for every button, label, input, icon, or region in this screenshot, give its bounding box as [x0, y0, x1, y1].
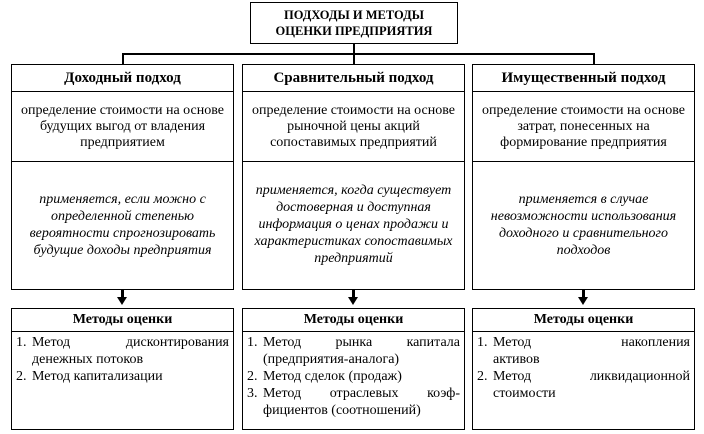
approach-usage: применяется в случае невозможности использования доходного и сравнительного подходов: [490, 191, 677, 258]
method-item: [247, 334, 460, 351]
root-title-line1: ПОДХОДЫ И МЕТОДЫ: [283, 8, 425, 22]
methods-title: Методы оценки: [473, 309, 694, 332]
approach-comparative: [242, 64, 465, 290]
method-item-cont: [247, 351, 460, 368]
method-number: 2.: [247, 369, 258, 384]
method-text: Метод отраслевых коэф-: [263, 386, 460, 401]
approach-definition: определение стоимости на основе рыночной цены акций сопоставимых предприятий: [243, 92, 464, 162]
method-number: 1.: [16, 335, 27, 350]
method-item-cont: [477, 351, 690, 368]
method-text: фициентов (соотношений): [263, 403, 421, 418]
methods-title: Методы оценки: [243, 309, 464, 332]
down-arrow-icon: [348, 297, 358, 305]
approach-asset: [472, 64, 695, 290]
root-title-line2: ОЦЕНКИ ПРЕДПРИЯТИЯ: [275, 24, 433, 38]
method-item: [247, 368, 460, 385]
method-item: [477, 334, 690, 351]
approach-title: Доходный подход: [12, 65, 233, 92]
branch-connector-comparative: [353, 53, 355, 64]
method-item: [247, 385, 460, 402]
methods-comparative: [242, 308, 465, 430]
method-text: стоимости: [493, 386, 556, 401]
method-text: Метод сделок (продаж): [263, 369, 402, 384]
method-item-cont: [247, 402, 460, 419]
method-item: [477, 368, 690, 385]
method-text: Метод ликвидационной: [493, 369, 690, 384]
methods-income: [11, 308, 234, 430]
approach-title: Имущественный подход: [473, 65, 694, 92]
method-number: 1.: [247, 335, 258, 350]
approach-definition: определение стоимости на основе затрат, понесенных на формирование предприятия: [473, 92, 694, 162]
method-text: (предприятия-аналога): [263, 352, 400, 367]
root-node: [250, 2, 458, 44]
method-text: активов: [493, 352, 540, 367]
method-text: денежных потоков: [32, 352, 144, 367]
approach-income: [11, 64, 234, 290]
approach-usage: применяется, когда существует достоверная и доступная информация о ценах продажи и характеристиках сопоставимых предприятий: [254, 183, 453, 266]
method-text: Метод капитализации: [32, 369, 163, 384]
horizontal-connector: [122, 53, 594, 55]
method-number: 1.: [477, 335, 488, 350]
method-number: 2.: [16, 369, 27, 384]
approach-definition: определение стоимости на основе будущих выгод от владения предприятием: [12, 92, 233, 162]
down-arrow-icon: [578, 297, 588, 305]
branch-connector-income: [122, 53, 124, 64]
methods-title: Методы оценки: [12, 309, 233, 332]
approach-title: Сравнительный подход: [243, 65, 464, 92]
methods-asset: [472, 308, 695, 430]
method-text: Метод рынка капитала: [263, 335, 460, 350]
method-number: 2.: [477, 369, 488, 384]
method-item: [16, 368, 229, 385]
method-number: 3.: [247, 386, 258, 401]
down-arrow-icon: [117, 297, 127, 305]
method-item: [16, 334, 229, 351]
approach-usage: применяется, если можно с определенной степенью вероятности спрогнозировать будущие доходы предприятия: [29, 191, 216, 258]
branch-connector-asset: [593, 53, 595, 64]
method-item-cont: [16, 351, 229, 368]
method-text: Метод дисконтирования: [32, 335, 229, 350]
method-text: Метод накопления: [493, 335, 690, 350]
method-item-cont: [477, 385, 690, 402]
